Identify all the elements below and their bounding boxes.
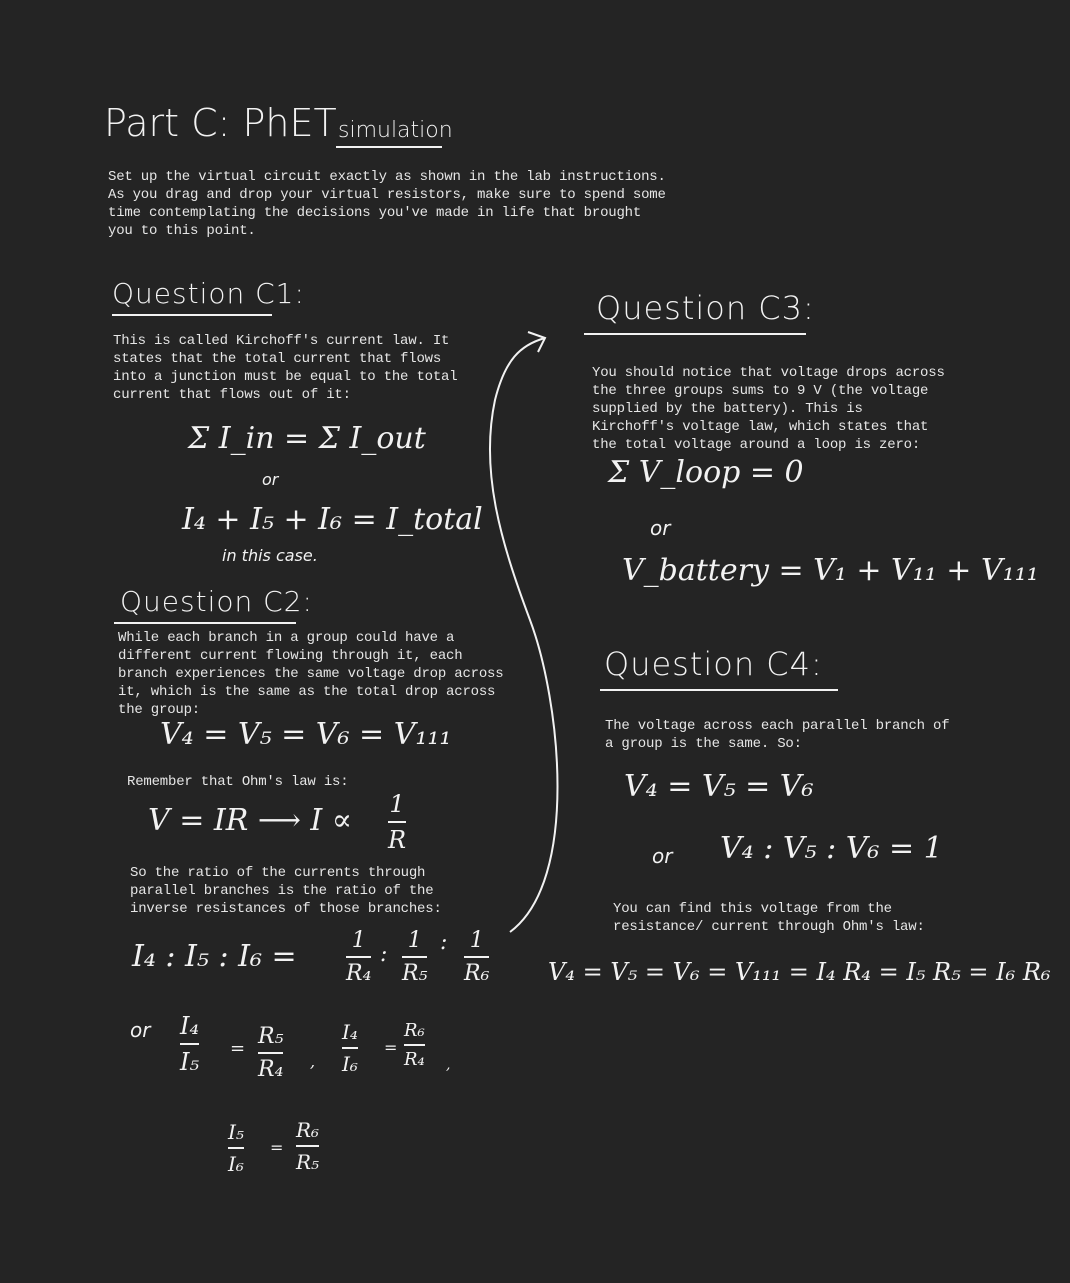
ratio-fraction-3-num: 1	[469, 928, 484, 953]
ratio-fraction-2-den: R₅	[402, 961, 428, 986]
question-c1-text: This is called Kirchoff's current law. It states that the total current that flows into a junction must be equal to the total current that flows out of it:	[113, 333, 458, 403]
page-title-main: Part C: PhET	[104, 101, 337, 145]
arrow-curve	[490, 338, 558, 932]
fraction-r6-r4-num: R₆	[404, 1020, 425, 1041]
arrow-head	[528, 332, 545, 352]
fraction-i5-i6-den: I₆	[228, 1152, 244, 1176]
c2-equation-voltages: V₄ = V₅ = V₆ = V₁₁₁	[160, 717, 452, 752]
intro-text: Set up the virtual circuit exactly as shown in the lab instructions. As you drag and drop your virtual resistors, make sure to spend some time contemplating the decisions you've made in life that brought you to this point.	[108, 169, 666, 239]
ohm-fraction-den: R	[388, 826, 407, 854]
ratio-fraction-3-den: R₆	[464, 961, 490, 986]
fraction-r6-r5-num: R₆	[296, 1118, 320, 1142]
ratio-text: So the ratio of the currents through parallel branches is the ratio of the inverse resistances of those branches:	[130, 865, 442, 917]
fraction-r6-r4-den: R₄	[404, 1049, 425, 1070]
equals-sign: =	[230, 1038, 246, 1059]
question-c2-heading: Question C2:	[120, 585, 313, 618]
c3-or: or	[650, 516, 671, 540]
question-c2-text: While each branch in a group could have a different current flowing through it, each branch experiences the same voltage drop across it, which is the same as the total drop across the group:	[118, 630, 504, 718]
ohm-fraction-num: 1	[389, 790, 405, 818]
ratio-fraction-2-num: 1	[407, 928, 422, 953]
equals-sign: =	[384, 1038, 398, 1057]
c3-equation-loop: Σ V_loop = 0	[608, 455, 804, 490]
page-title-sub: simulation	[338, 118, 453, 143]
fraction-i4-i5-num: I₄	[180, 1012, 200, 1040]
fraction-r5-r4-den: R₄	[258, 1057, 284, 1082]
ratio-fraction-1-num: 1	[351, 928, 366, 953]
comma: ,	[310, 1052, 316, 1071]
question-c3-heading: Question C3:	[596, 289, 815, 327]
c1-or: or	[262, 470, 279, 489]
fraction-r6-r5-den: R₅	[296, 1150, 320, 1174]
question-c3-text: You should notice that voltage drops across the three groups sums to 9 V (the voltage supplied by the battery). This is Kirchoff's voltage law, which states that the total voltage around a loop is zero:	[592, 365, 945, 453]
c1-equation-sum: Σ I_in = Σ I_out	[188, 421, 426, 456]
ratio-colon-2: :	[440, 930, 448, 955]
equals-sign: =	[270, 1138, 284, 1157]
fraction-i4-i5-den: I₅	[180, 1048, 200, 1076]
ohm-equation: V = IR ⟶ I ∝	[148, 803, 353, 838]
c2-or: or	[130, 1018, 151, 1042]
question-c4-text2: You can find this voltage from the resistance/ current through Ohm's law:	[613, 901, 925, 935]
fraction-i5-i6-num: I₅	[228, 1120, 244, 1144]
ratio-left: I₄ : I₅ : I₆ =	[132, 939, 297, 974]
c3-equation-battery: V_battery = V₁ + V₁₁ + V₁₁₁	[622, 553, 1039, 588]
c1-note: in this case.	[222, 546, 318, 565]
fraction-r5-r4-num: R₅	[258, 1024, 284, 1049]
c4-or: or	[652, 844, 673, 868]
ohm-text: Remember that Ohm's law is:	[127, 774, 349, 790]
ratio-fraction-1-den: R₄	[346, 961, 372, 986]
c4-equation-ratio: V₄ : V₅ : V₆ = 1	[720, 831, 943, 866]
comma: ,	[446, 1057, 451, 1073]
c4-equation-voltages: V₄ = V₅ = V₆	[624, 769, 814, 804]
question-c4-text: The voltage across each parallel branch of a group is the same. So:	[605, 718, 950, 752]
c4-equation-ohm: V₄ = V₅ = V₆ = V₁₁₁ = I₄ R₄ = I₅ R₅ = I₆ R₆	[548, 958, 1051, 986]
question-c4-heading: Question C4:	[604, 645, 823, 683]
ratio-colon-1: :	[380, 942, 388, 967]
question-c1-heading: Question C1:	[112, 277, 305, 310]
fraction-i4-i6-den: I₆	[342, 1052, 358, 1076]
c1-equation-currents: I₄ + I₅ + I₆ = I_total	[182, 502, 483, 537]
fraction-i4-i6-num: I₄	[342, 1020, 358, 1044]
